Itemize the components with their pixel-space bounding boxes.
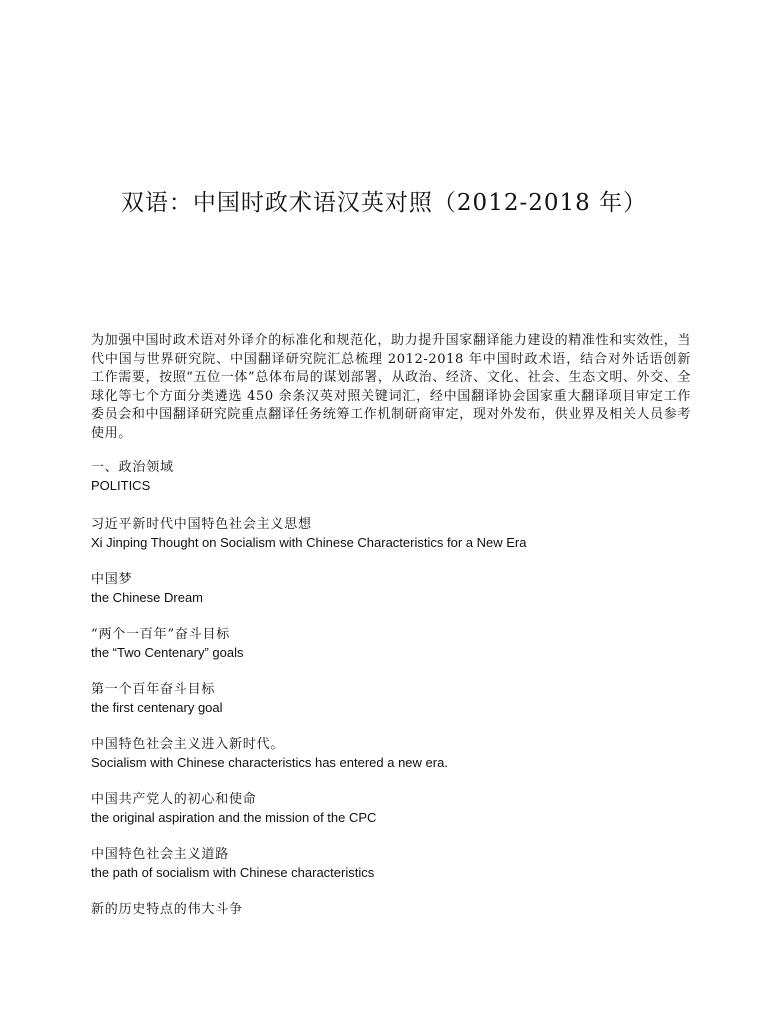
section-heading (91, 458, 711, 515)
term-en: the Chinese Dream (91, 590, 203, 605)
term-en: Socialism with Chinese characteristics has entered a new era. (91, 755, 448, 770)
term-zh: 中国梦 (91, 572, 133, 587)
term-entry (91, 515, 711, 570)
term-zh: 中国共产党人的初心和使命 (91, 792, 257, 807)
term-en: the original aspiration and the mission of the CPC (91, 810, 377, 825)
term-entry (91, 845, 711, 900)
term-list (91, 458, 711, 955)
term-entry (91, 680, 711, 735)
section-heading-en: POLITICS (91, 478, 151, 493)
term-zh: 中国特色社会主义进入新时代。 (91, 737, 285, 752)
term-entry (91, 625, 711, 680)
term-en: the “Two Centenary” goals (91, 645, 244, 660)
term-en: Xi Jinping Thought on Socialism with Chinese Characteristics for a New Era (91, 535, 527, 550)
term-entry (91, 900, 711, 955)
page-title: 双语：中国时政术语汉英对照（2012-2018 年） (120, 190, 648, 216)
term-entry (91, 735, 711, 790)
term-entry (91, 790, 711, 845)
term-entry (91, 570, 711, 625)
term-zh: “两个一百年”奋斗目标 (91, 627, 231, 642)
term-zh: 第一个百年奋斗目标 (91, 682, 216, 697)
section-heading-zh: 一、政治领域 (91, 460, 174, 475)
intro-paragraph: 为加强中国时政术语对外译介的标准化和规范化，助力提升国家翻译能力建设的精准性和实效性，当代中国与世界研究院、中国翻译研究院汇总梳理 2012-2018 年中国时政术语，结合对外话语创新工作需要，按照“五位一体”总体布局的谋划部署，从政治、经济、文化、社会、生态文明、外交、全球化等七个方面分类遴选 450 余条汉英对照关键词汇，经中国翻译协会国家重大翻译项目审定工作委员会和中国翻译研究院重点翻译任务统筹工作机制研商审定，现对外发布，供业界及相关人员参考使用。 (91, 333, 691, 441)
term-en: the path of socialism with Chinese characteristics (91, 865, 375, 880)
term-zh: 中国特色社会主义道路 (91, 847, 230, 862)
term-en: the first centenary goal (91, 700, 223, 715)
term-zh: 习近平新时代中国特色社会主义思想 (91, 517, 312, 532)
term-zh: 新的历史特点的伟大斗争 (91, 902, 243, 917)
